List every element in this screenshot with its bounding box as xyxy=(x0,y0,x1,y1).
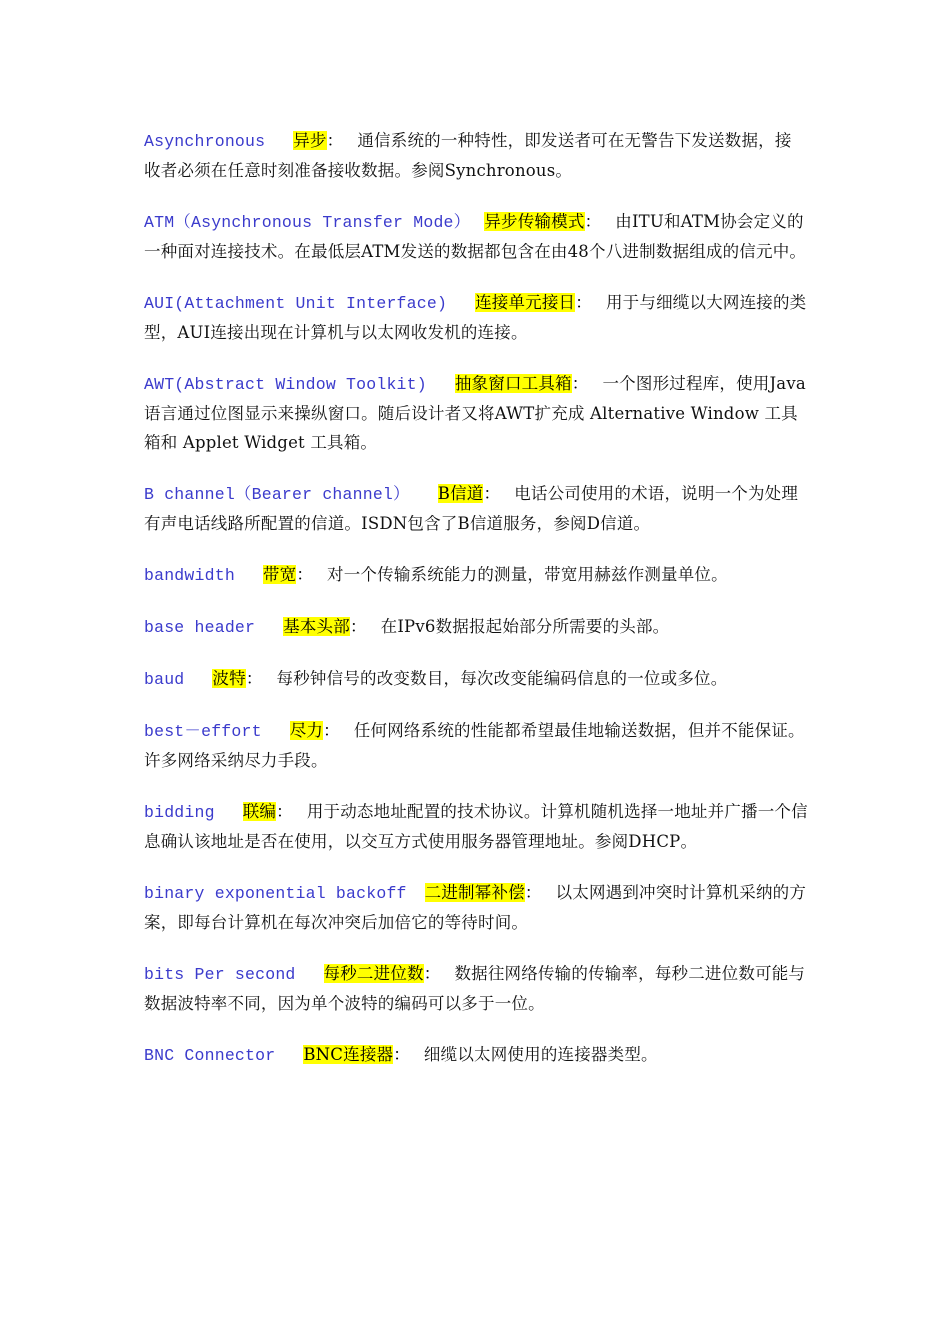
definition: 每秒钟信号的改变数目，每次改变能编码信息的一位或多位。 xyxy=(276,669,728,688)
definition: 对一个传输系统能力的测量，带宽用赫兹作测量单位。 xyxy=(327,565,728,584)
glossary-entry: Asynchronous 异步： 通信系统的一种特性，即发送者可在无警告下发送数据，接收者必须在任意时刻准备接收数据。参阅Synchronous。 xyxy=(144,131,792,180)
term-cn: 每秒二进位数 xyxy=(323,964,424,983)
term-cn: 抽象窗口工具箱 xyxy=(454,374,572,393)
term-cn: 联编 xyxy=(242,802,277,821)
definition: 一个图形过程库，使用Java语言通过位图显示来操纵窗口。随后设计者又将AWT扩充成 Alternative Window 工具箱和 Applet Widget 工具箱。 xyxy=(144,374,806,452)
term-en: Asynchronous xyxy=(144,132,266,151)
glossary-entry: B channel（Bearer channel） B信道： 电话公司使用的术语，说明一个为处理有声电话线路所配置的信道。ISDN包含了B信道服务，参阅D信道。 xyxy=(144,484,799,533)
definition: 任何网络系统的性能都希望最佳地输送数据，但并不能保证。许多网络采纳尽力手段。 xyxy=(144,721,805,770)
glossary-entry: bidding 联编： 用于动态地址配置的技术协议。计算机随机选择一地址并广播一个信息确认该地址是否在使用，以交互方式使用服务器管理地址。参阅DHCP。 xyxy=(144,802,808,851)
definition: 在IPv6数据报起始部分所需要的头部。 xyxy=(380,617,670,636)
term-en: AUI(Attachment Unit Interface) xyxy=(144,294,448,313)
glossary-entry: best－effort 尽力： 任何网络系统的性能都希望最佳地输送数据，但并不能保证。许多网络采纳尽力手段。 xyxy=(144,721,805,770)
term-cn: 带宽 xyxy=(262,565,297,584)
term-en: bits Per second xyxy=(144,965,296,984)
term-cn: 异步 xyxy=(293,131,327,150)
term-cn: 基本头部 xyxy=(283,617,350,636)
definition: 用于动态地址配置的技术协议。计算机随机选择一地址并广播一个信息确认该地址是否在使用，以交互方式使用服务器管理地址。参阅DHCP。 xyxy=(144,802,808,851)
term-cn: 尽力 xyxy=(289,721,324,740)
term-en: B channel（Bearer channel） xyxy=(144,485,410,504)
term-cn: 异步传输模式 xyxy=(484,212,585,231)
glossary-entry: AUI(Attachment Unit Interface) 连接单元接日： 用于与细缆以大网连接的类型，AUI连接出现在计算机与以太网收发机的连接。 xyxy=(144,293,807,342)
term-en: binary exponential backoff xyxy=(144,884,407,903)
term-en: BNC Connector xyxy=(144,1046,276,1065)
definition: 通信系统的一种特性，即发送者可在无警告下发送数据，接收者必须在任意时刻准备接收数据。参阅Synchronous。 xyxy=(144,131,792,180)
glossary-entry: ATM（Asynchronous Transfer Mode） 异步传输模式： 由ITU和ATM协会定义的一种面对连接技术。在最低层ATM发送的数据都包含在由48个八进制数据组成的信元中。 xyxy=(144,212,807,261)
term-cn: 连接单元接日 xyxy=(475,293,576,312)
definition: 细缆以太网使用的连接器类型。 xyxy=(423,1045,658,1064)
definition: 以太网遇到冲突时计算机采纳的方案，即每台计算机在每次冲突后加倍它的等待时间。 xyxy=(144,883,807,932)
term-cn: B信道 xyxy=(437,484,484,503)
glossary-entry: bandwidth 带宽： 对一个传输系统能力的测量，带宽用赫兹作测量单位。 xyxy=(144,565,728,585)
glossary-entry: bits Per second 每秒二进位数： 数据往网络传输的传输率，每秒二进位数可能与数据波特率不同，因为单个波特的编码可以多于一位。 xyxy=(144,964,806,1013)
glossary-entry: base header 基本头部： 在IPv6数据报起始部分所需要的头部。 xyxy=(144,617,670,637)
definition: 数据往网络传输的传输率，每秒二进位数可能与数据波特率不同，因为单个波特的编码可以多于一位。 xyxy=(144,964,806,1013)
term-en: base header xyxy=(144,618,256,637)
term-cn: 波特 xyxy=(212,669,246,688)
term-en: bandwidth xyxy=(144,566,235,585)
glossary-entry: BNC Connector BNC连接器： 细缆以太网使用的连接器类型。 xyxy=(144,1045,658,1065)
definition: 电话公司使用的术语，说明一个为处理有声电话线路所配置的信道。ISDN包含了B信道服务，参阅D信道。 xyxy=(144,484,799,533)
term-en: best－effort xyxy=(144,722,262,741)
term-cn: BNC连接器 xyxy=(303,1045,394,1064)
definition: 用于与细缆以大网连接的类型，AUI连接出现在计算机与以太网收发机的连接。 xyxy=(144,293,807,342)
glossary-page xyxy=(144,126,808,1092)
glossary-entry: AWT(Abstract Window Toolkit) 抽象窗口工具箱： 一个图形过程库，使用Java语言通过位图显示来操纵窗口。随后设计者又将AWT扩充成 Alternative Window 工具箱和 Applet Widget 工具箱。 xyxy=(144,374,806,452)
term-cn: 二进制幂补偿 xyxy=(424,883,525,902)
term-en: AWT(Abstract Window Toolkit) xyxy=(144,375,427,394)
definition: 由ITU和ATM协会定义的一种面对连接技术。在最低层ATM发送的数据都包含在由48个八进制数据组成的信元中。 xyxy=(144,212,807,261)
term-en: baud xyxy=(144,670,185,689)
term-en: bidding xyxy=(144,803,215,822)
glossary-entry: binary exponential backoff 二进制幂补偿： 以太网遇到冲突时计算机采纳的方案，即每台计算机在每次冲突后加倍它的等待时间。 xyxy=(144,883,807,932)
term-en: ATM（Asynchronous Transfer Mode） xyxy=(144,213,471,232)
glossary-entry: baud 波特： 每秒钟信号的改变数目，每次改变能编码信息的一位或多位。 xyxy=(144,669,728,689)
